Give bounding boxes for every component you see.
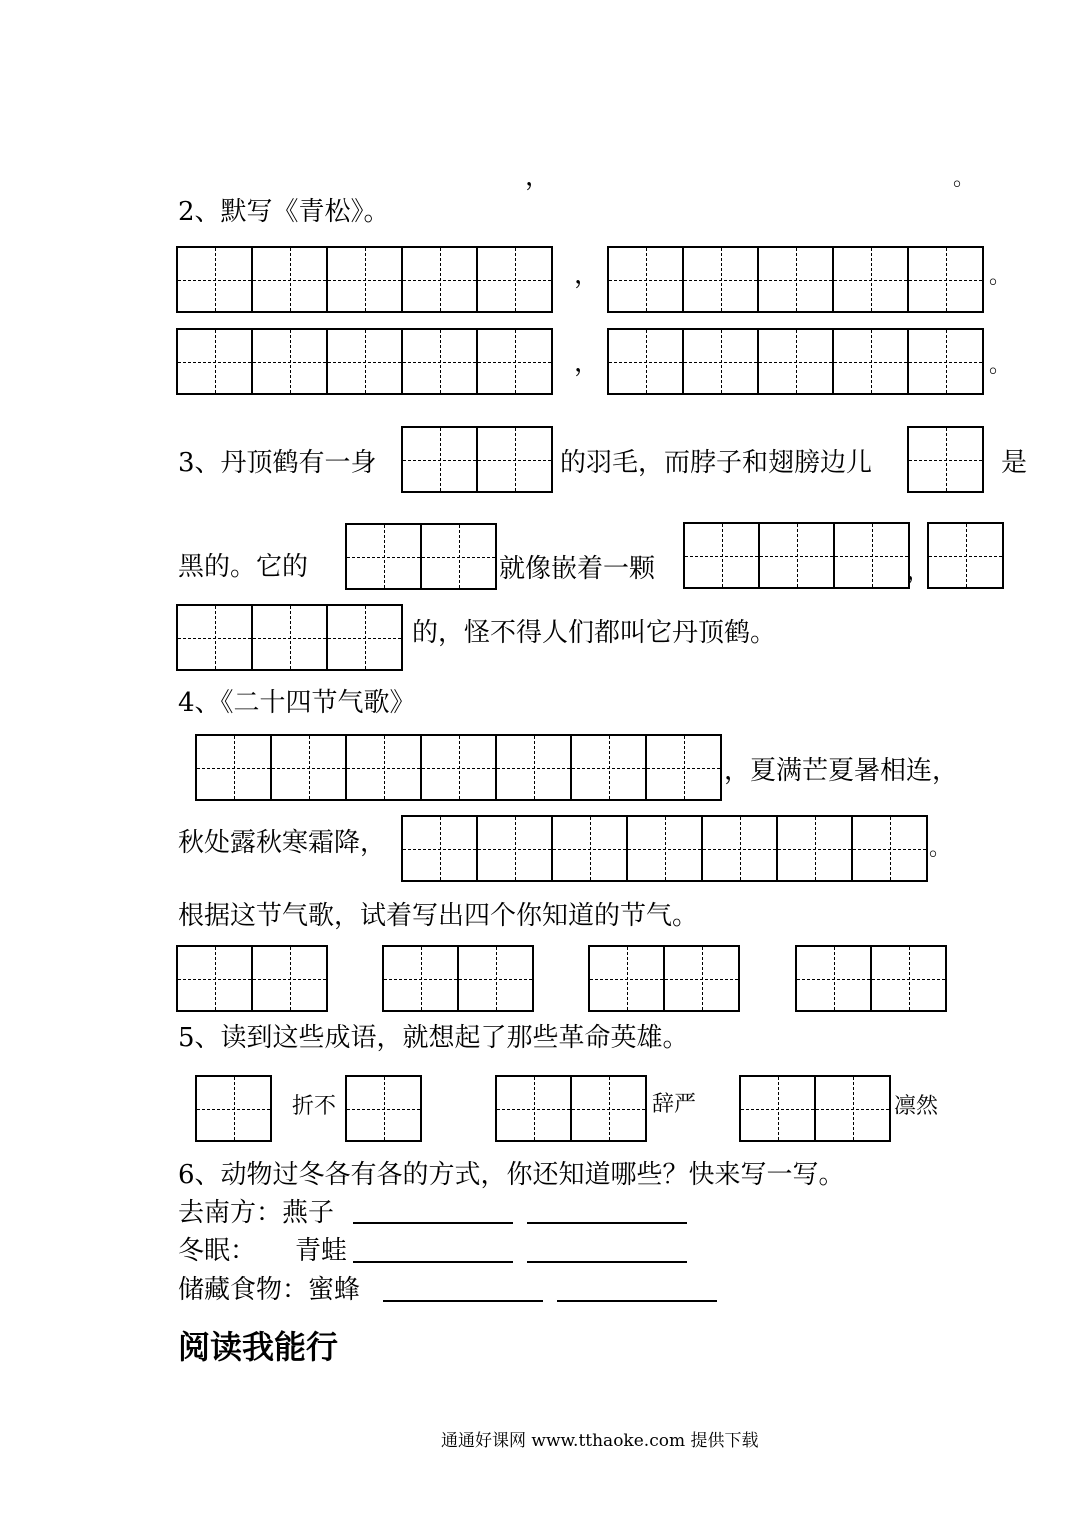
char-cell[interactable] (907, 426, 984, 493)
char-cell[interactable] (176, 945, 253, 1012)
q2-comma-1: ， (574, 260, 601, 290)
q6-row2-example: 青蛙 (295, 1236, 348, 1266)
char-cell[interactable] (758, 522, 835, 589)
char-cell[interactable] (870, 945, 947, 1012)
q4-grid-1[interactable] (195, 734, 722, 801)
char-cell[interactable] (907, 328, 984, 395)
char-cell[interactable] (570, 1075, 647, 1142)
char-cell[interactable] (476, 426, 553, 493)
char-cell[interactable] (251, 246, 328, 313)
char-cell[interactable] (588, 945, 665, 1012)
char-cell[interactable] (476, 246, 553, 313)
char-cell[interactable] (326, 328, 403, 395)
q2-period-1: 。 (989, 264, 1012, 289)
char-cell[interactable] (663, 945, 740, 1012)
q5-idiom-1: 折不 (292, 1094, 337, 1119)
top-period: 。 (953, 166, 976, 191)
q4-line1-tail: ，夏满芒夏暑相连， (724, 756, 959, 786)
q5-title: 5、读到这些成语，就想起了那些革命英雄。 (178, 1023, 689, 1053)
char-cell[interactable] (683, 522, 760, 589)
char-cell[interactable] (739, 1075, 816, 1142)
q4-line2-head: 秋处露秋寒霜降， (178, 828, 387, 858)
char-cell[interactable] (345, 1075, 422, 1142)
q3-text-5: 就像嵌着一颗 (499, 554, 656, 584)
char-cell[interactable] (457, 945, 534, 1012)
char-cell[interactable] (795, 945, 872, 1012)
q4-term-grid-2[interactable] (382, 945, 534, 1012)
footer-text: 通通好课网 www.tthaoke.com 提供下载 (441, 1431, 759, 1451)
char-cell[interactable] (551, 815, 628, 882)
char-cell[interactable] (420, 523, 497, 590)
q6-row3-label: 储藏食物：蜜蜂 (178, 1275, 361, 1305)
q6-title: 6、动物过冬各有各的方式，你还知道哪些？快来写一写。 (178, 1160, 845, 1190)
q5-grid-1[interactable] (195, 1075, 272, 1142)
q3-text-2: 的羽毛，而脖子和翅膀边儿 (560, 448, 873, 478)
char-cell[interactable] (757, 246, 834, 313)
char-cell[interactable] (645, 734, 722, 801)
q3-text-3: 是 (1001, 448, 1028, 478)
q5-idiom-3: 凛然 (894, 1094, 939, 1119)
q5-grid-3[interactable] (495, 1075, 647, 1142)
char-cell[interactable] (420, 734, 497, 801)
answer-blank[interactable] (353, 1222, 513, 1224)
char-cell[interactable] (927, 522, 1004, 589)
char-cell[interactable] (607, 246, 684, 313)
char-cell[interactable] (195, 734, 272, 801)
char-cell[interactable] (832, 328, 909, 395)
q2-comma-2: ， (574, 348, 601, 378)
char-cell[interactable] (682, 246, 759, 313)
answer-blank[interactable] (557, 1300, 717, 1302)
char-cell[interactable] (833, 522, 910, 589)
char-cell[interactable] (382, 945, 459, 1012)
char-cell[interactable] (401, 328, 478, 395)
char-cell[interactable] (270, 734, 347, 801)
answer-blank[interactable] (383, 1300, 543, 1302)
char-cell[interactable] (476, 328, 553, 395)
q3-grid-2[interactable] (907, 426, 984, 493)
q2-grid-line1b[interactable] (607, 246, 984, 313)
char-cell[interactable] (570, 734, 647, 801)
char-cell[interactable] (326, 604, 403, 671)
top-comma: ， (525, 162, 552, 192)
q5-idiom-2: 辞严 (652, 1092, 697, 1117)
q2-title: 2、默写《青松》。 (178, 197, 390, 227)
q3-grid-4[interactable] (683, 522, 910, 589)
q3-text-7: 的，怪不得人们都叫它丹顶鹤。 (412, 618, 777, 648)
q4-grid-2[interactable] (401, 815, 928, 882)
char-cell[interactable] (401, 426, 478, 493)
char-cell[interactable] (176, 246, 253, 313)
char-cell[interactable] (832, 246, 909, 313)
section-heading: 阅读我能行 (178, 1328, 339, 1366)
q4-term-grid-1[interactable] (176, 945, 328, 1012)
char-cell[interactable] (626, 815, 703, 882)
char-cell[interactable] (345, 523, 422, 590)
q3-text-6: ， (906, 556, 933, 586)
q2-period-2: 。 (989, 353, 1012, 378)
q4-term-grid-3[interactable] (588, 945, 740, 1012)
char-cell[interactable] (607, 328, 684, 395)
answer-blank[interactable] (353, 1261, 513, 1263)
char-cell[interactable] (814, 1075, 891, 1142)
char-cell[interactable] (326, 246, 403, 313)
q3-text-4: 黑的。它的 (178, 552, 309, 582)
answer-blank[interactable] (527, 1222, 687, 1224)
q3-grid-3[interactable] (345, 523, 497, 590)
q6-row1-label: 去南方：燕子 (178, 1198, 335, 1228)
q4-title: 4、《二十四节气歌》 (178, 688, 416, 718)
q4-term-grid-4[interactable] (795, 945, 947, 1012)
char-cell[interactable] (907, 246, 984, 313)
q3-text-1: 3、丹顶鹤有一身 (178, 448, 377, 478)
char-cell[interactable] (495, 734, 572, 801)
char-cell[interactable] (176, 328, 253, 395)
q3-grid-1[interactable] (401, 426, 553, 493)
char-cell[interactable] (345, 734, 422, 801)
q6-row2-label: 冬眠： (178, 1236, 257, 1266)
char-cell[interactable] (176, 604, 253, 671)
q2-grid-line2a[interactable] (176, 328, 553, 395)
char-cell[interactable] (251, 604, 328, 671)
answer-blank[interactable] (527, 1261, 687, 1263)
char-cell[interactable] (401, 815, 478, 882)
char-cell[interactable] (401, 246, 478, 313)
q4-line2-tail: 。 (929, 836, 952, 861)
char-cell[interactable] (851, 815, 928, 882)
char-cell[interactable] (682, 328, 759, 395)
char-cell[interactable] (195, 1075, 272, 1142)
q4-instruction: 根据这节气歌，试着写出四个你知道的节气。 (178, 901, 699, 931)
char-cell[interactable] (251, 945, 328, 1012)
q5-grid-2[interactable] (345, 1075, 422, 1142)
q2-grid-line2b[interactable] (607, 328, 984, 395)
char-cell[interactable] (495, 1075, 572, 1142)
char-cell[interactable] (776, 815, 853, 882)
char-cell[interactable] (757, 328, 834, 395)
q5-grid-4[interactable] (739, 1075, 891, 1142)
q2-grid-line1a[interactable] (176, 246, 553, 313)
q3-grid-5[interactable] (927, 522, 1004, 589)
char-cell[interactable] (701, 815, 778, 882)
char-cell[interactable] (476, 815, 553, 882)
q3-grid-6[interactable] (176, 604, 403, 671)
char-cell[interactable] (251, 328, 328, 395)
